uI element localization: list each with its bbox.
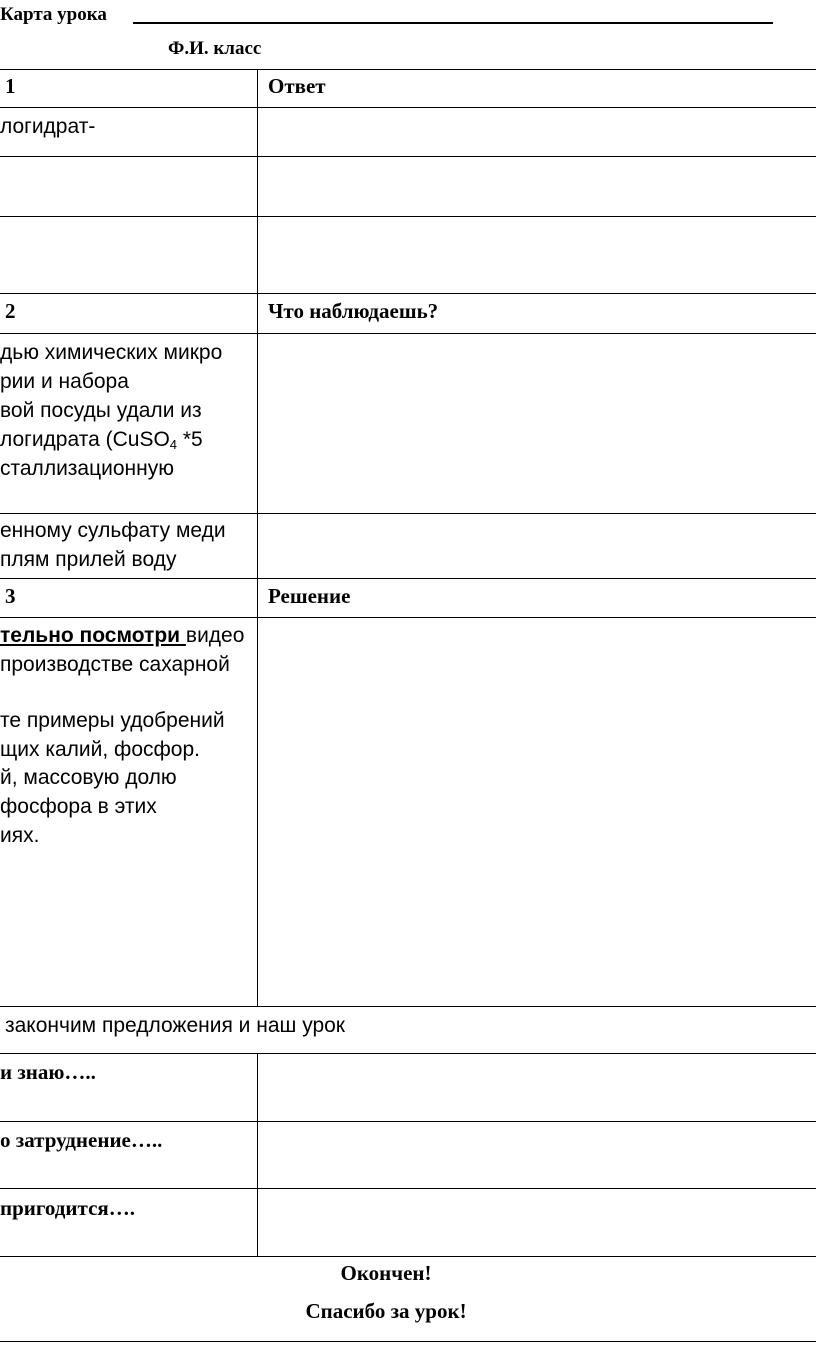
reflection-item: и знаю….. (0, 1060, 96, 1084)
task2-instruction-line: рии и набора (0, 370, 129, 393)
table-line (0, 156, 816, 157)
task2-number: 2 (5, 299, 16, 323)
table-line (0, 1341, 816, 1342)
observe-header: Что наблюдаешь? (268, 299, 439, 323)
task2-step2-line: плям прилей воду (0, 548, 177, 571)
reflection-item: пригодится…. (0, 1196, 136, 1220)
task3-number: 3 (5, 584, 16, 608)
task3-line: й, массовую долю (0, 766, 177, 789)
table-line (0, 617, 816, 618)
table-line (0, 578, 816, 579)
formula-tail: *5 (182, 428, 203, 451)
page-title: Карта урока (0, 4, 107, 25)
title-underline (133, 22, 773, 24)
table-line (0, 513, 816, 514)
task3-line: фосфора в этих (0, 795, 157, 818)
table-line (0, 333, 816, 334)
table-line (0, 1006, 816, 1007)
finished-text: Окончен! (340, 1261, 432, 1285)
task2-step2-line: енному сульфату меди (0, 519, 226, 542)
table-line (0, 293, 816, 294)
task3-line (0, 621, 252, 650)
table-line (0, 1121, 816, 1122)
task3-line: щих калий, фосфор. (0, 738, 200, 761)
column-divider (257, 1053, 258, 1256)
table-line (0, 1053, 816, 1054)
table-line (0, 107, 816, 108)
task3-line: иях. (0, 824, 40, 847)
thanks-text: Спасибо за урок! (305, 1299, 467, 1323)
task3-emphasis: тельно посмотри (0, 624, 186, 647)
table-line (0, 1256, 816, 1257)
task3-line: производстве сахарной (0, 653, 230, 676)
reflection-intro: закончим предложения и наш урок (5, 1014, 345, 1037)
student-name-class-label: Ф.И. класс (168, 38, 262, 59)
task2-instruction-line: вой посуды удали из (0, 399, 202, 422)
table-line (0, 216, 816, 217)
task2-instruction-line: сталлизационную (0, 457, 174, 480)
answer-header: Ответ (268, 74, 326, 98)
formula-subscript: 4 (169, 437, 178, 452)
task3-line: те примеры удобрений (0, 709, 225, 732)
column-divider (257, 69, 258, 1006)
reflection-item: о затруднение….. (0, 1128, 163, 1152)
formula-text: логидрата (CuSO (0, 428, 170, 451)
task3-line1-rest: видео (185, 624, 245, 647)
task2-instruction-line: дью химических микро (0, 341, 223, 364)
task1-row1-text: логидрат- (0, 115, 96, 138)
task1-number: 1 (5, 74, 16, 98)
solution-header: Решение (268, 584, 351, 608)
table-line (0, 1188, 816, 1189)
table-line (0, 69, 816, 70)
